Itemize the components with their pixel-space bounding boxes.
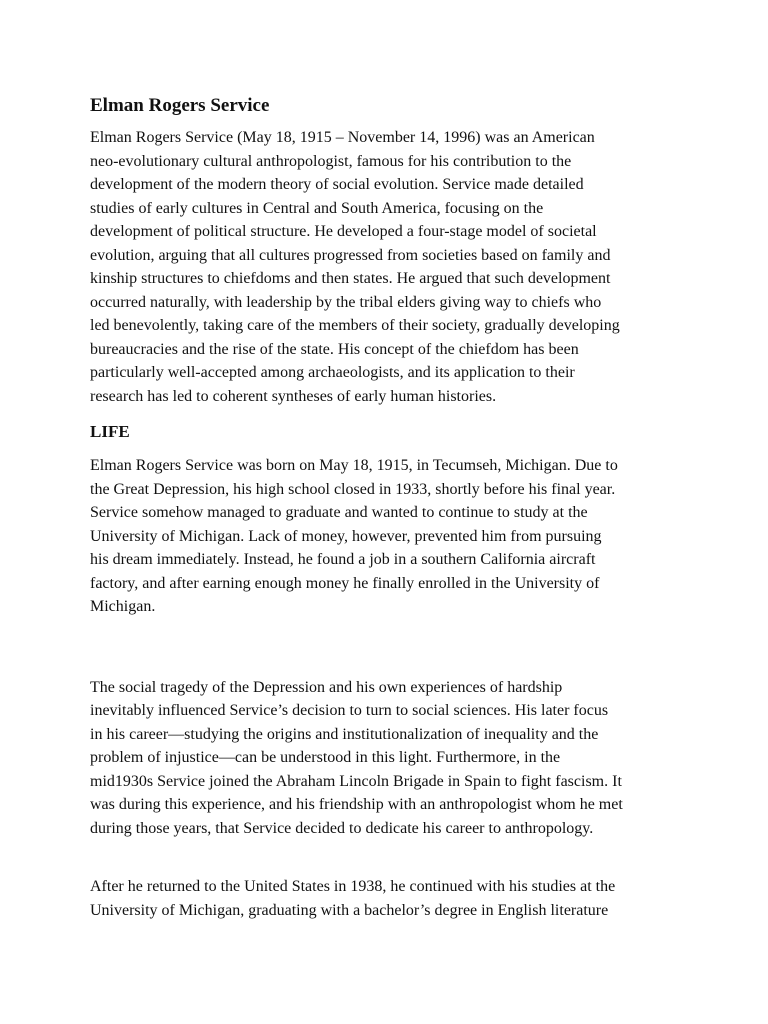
text-line: factory, and after earning enough money he finally enrolled in the University of (90, 574, 600, 592)
text-line: was during this experience, and his friendship with an anthropologist whom he met (90, 796, 623, 813)
text-line: problem of injustice—can be understood in this light. Furthermore, in the (90, 749, 561, 766)
text-line: mid1930s Service joined the Abraham Lincoln Brigade in Spain to fight fascism. It (90, 772, 622, 790)
text-line: development of political structure. He developed a four-stage model of societal (90, 223, 597, 240)
life-paragraph-1 (90, 454, 680, 619)
text-line: during those years, that Service decided to dedicate his career to anthropology. (90, 819, 594, 837)
text-line: studies of early cultures in Central and South America, focusing on the (90, 199, 544, 217)
text-line: The social tragedy of the Depression and his own experiences of hardship (90, 678, 563, 696)
section-heading-life: LIFE (90, 422, 130, 441)
text-line: in his career—studying the origins and institutionalization of inequality and the (90, 725, 599, 743)
document-title: Elman Rogers Service (90, 95, 270, 116)
text-line: evolution, arguing that all cultures progressed from societies based on family and (90, 246, 611, 264)
text-line: Service somehow managed to graduate and wanted to continue to study at the (90, 504, 588, 521)
text-line: occurred naturally, with leadership by the tribal elders giving way to chiefs who (90, 293, 602, 311)
document-page (90, 92, 680, 922)
text-line: his dream immediately. Instead, he found a job in a southern California aircraft (90, 551, 596, 568)
text-line: inevitably influenced Service’s decision to turn to social sciences. His later focus (90, 702, 609, 719)
text-line: research has led to coherent syntheses of early human histories. (90, 387, 497, 405)
text-line: neo-evolutionary cultural anthropologist, famous for his contribution to the (90, 152, 572, 170)
life-paragraph-2 (90, 676, 680, 841)
text-line: kinship structures to chiefdoms and then states. He argued that such development (90, 270, 611, 287)
text-line: Elman Rogers Service (May 18, 1915 – November 14, 1996) was an American (90, 129, 595, 146)
text-line: University of Michigan, graduating with a bachelor’s degree in English literature (90, 901, 609, 919)
text-line: bureaucracies and the rise of the state. His concept of the chiefdom has been (90, 340, 579, 358)
text-line: development of the modern theory of social evolution. Service made detailed (90, 176, 584, 193)
intro-paragraph (90, 126, 680, 408)
text-line: Elman Rogers Service was born on May 18, 1915, in Tecumseh, Michigan. Due to (90, 457, 618, 474)
text-line: led benevolently, taking care of the members of their society, gradually developing (90, 317, 620, 334)
text-line: After he returned to the United States in 1938, he continued with his studies at the (90, 878, 616, 895)
text-line: particularly well-accepted among archaeologists, and its application to their (90, 364, 575, 381)
text-line: Michigan. (90, 598, 156, 615)
life-paragraph-3 (90, 875, 680, 922)
text-line: University of Michigan. Lack of money, however, prevented him from pursuing (90, 527, 602, 545)
text-line: the Great Depression, his high school closed in 1933, shortly before his final year. (90, 480, 616, 498)
